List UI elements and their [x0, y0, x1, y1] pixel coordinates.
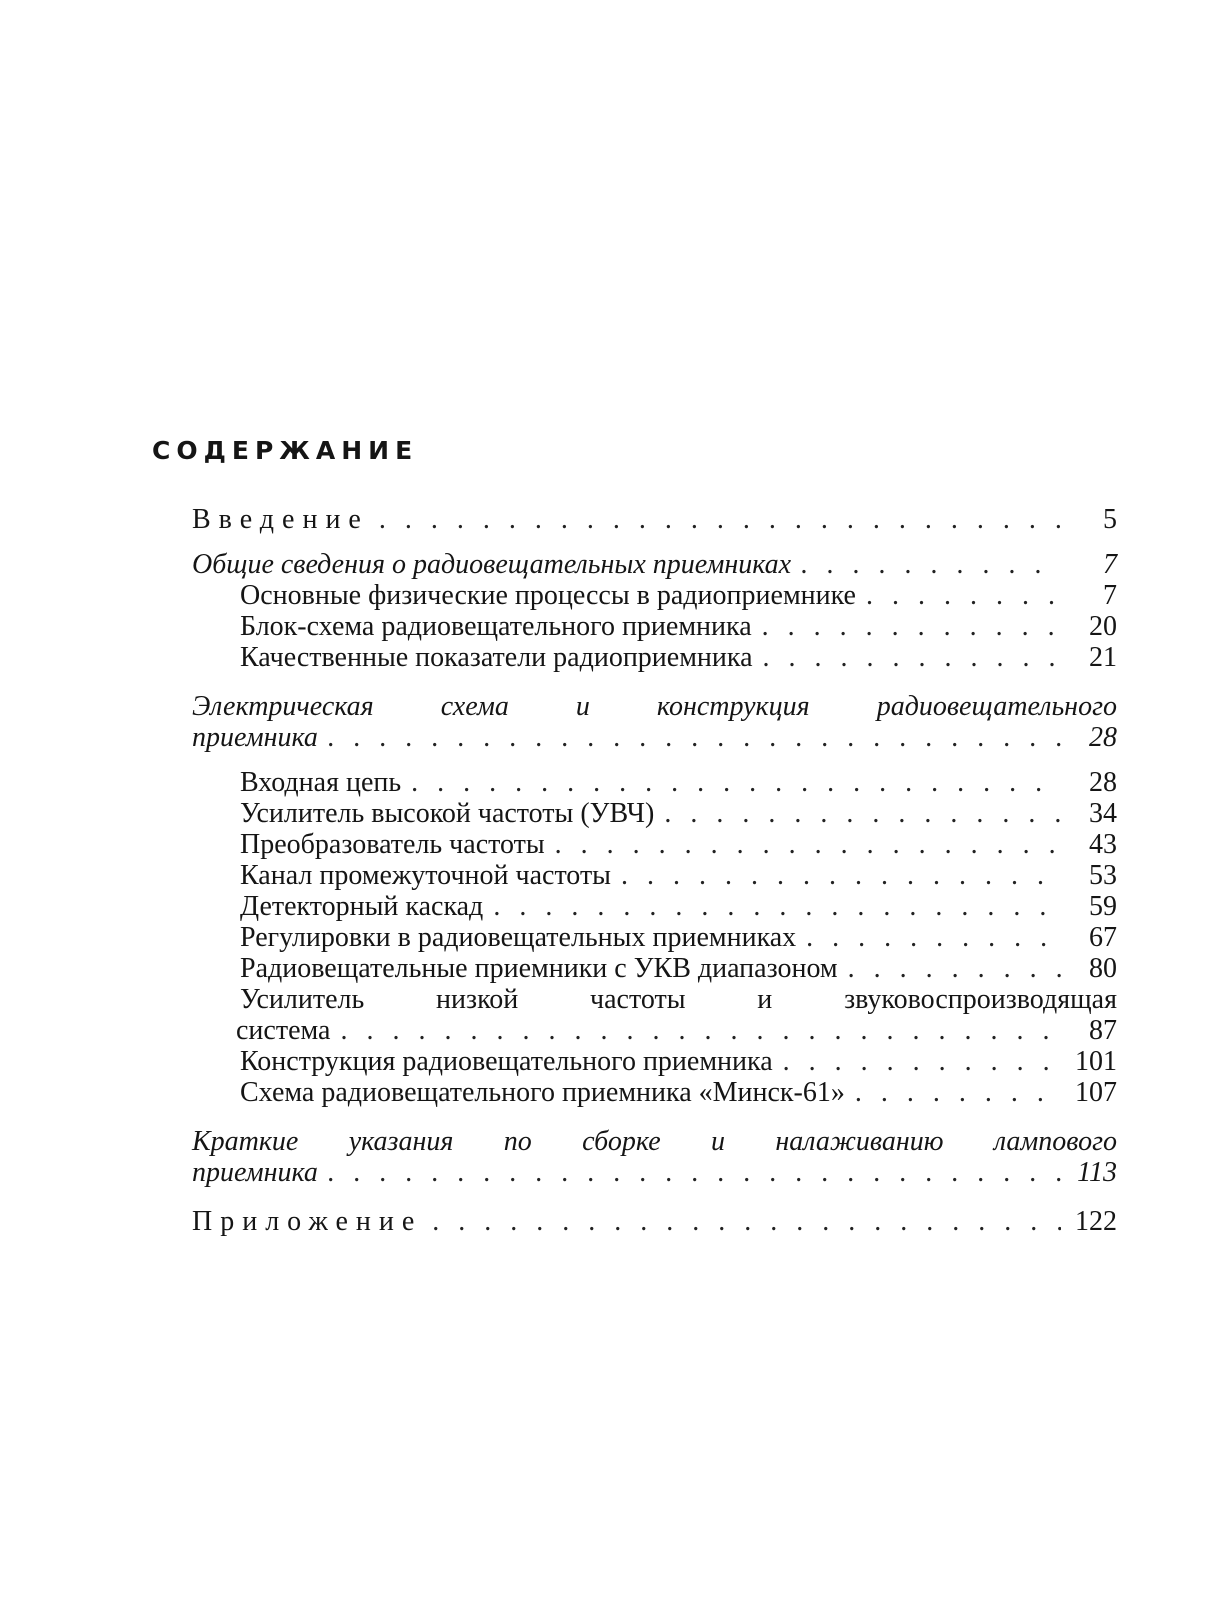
toc-entry-title-line: Усилитель низкой частоты и звуковоспроизводящая [240, 984, 1117, 1015]
dot-leader [806, 922, 1061, 953]
toc-page-number: 5 [1103, 504, 1117, 535]
toc-entry-appendix [192, 1206, 1117, 1237]
toc-page-number: 53 [1089, 860, 1117, 891]
dot-leader [340, 1015, 1061, 1046]
table-of-contents [192, 504, 1117, 1237]
toc-entry [192, 580, 1117, 611]
toc-entry-title: Блок-схема радиовещательного приемника [240, 611, 752, 642]
toc-page-number: 80 [1089, 953, 1117, 984]
dot-leader [848, 953, 1061, 984]
dot-leader [664, 798, 1061, 829]
toc-section-assembly [192, 1157, 1117, 1188]
toc-entry-title: система [236, 1015, 331, 1046]
toc-entry [192, 1046, 1117, 1077]
toc-section-title: приемника [192, 722, 318, 753]
toc-entry-title: Канал промежуточной частоты [240, 860, 611, 891]
dot-leader [493, 891, 1061, 922]
toc-entry-title: Конструкция радиовещательного приемника [240, 1046, 773, 1077]
dot-leader [328, 1157, 1061, 1188]
dot-leader [379, 504, 1061, 535]
toc-entry [192, 860, 1117, 891]
toc-page-number: 28 [1089, 767, 1117, 798]
toc-entry [192, 642, 1117, 673]
toc-entry [192, 611, 1117, 642]
toc-page-number: 21 [1089, 642, 1117, 673]
toc-page-number: 7 [1103, 580, 1117, 611]
toc-page-number: 101 [1075, 1046, 1117, 1077]
toc-page-number: 122 [1075, 1206, 1117, 1237]
toc-entry-title: Преобразователь частоты [240, 829, 545, 860]
toc-page-number: 28 [1089, 722, 1117, 753]
toc-entry [192, 1077, 1117, 1108]
toc-page-number: 20 [1089, 611, 1117, 642]
toc-section-general-info [192, 549, 1117, 580]
dot-leader [763, 642, 1061, 673]
toc-entry-title: Введение [192, 504, 369, 535]
toc-page-number: 67 [1089, 922, 1117, 953]
dot-leader [411, 767, 1061, 798]
toc-entry-title: Детекторный каскад [240, 891, 484, 922]
toc-entry-title: Качественные показатели радиоприемника [240, 642, 753, 673]
toc-section-electrical-scheme [192, 722, 1117, 753]
toc-entry [192, 922, 1117, 953]
dot-leader [432, 1206, 1061, 1237]
toc-entry-title: Основные физические процессы в радиоприемнике [240, 580, 856, 611]
toc-entry-title: Приложение [192, 1206, 423, 1237]
dot-leader [762, 611, 1061, 642]
page-title: СОДЕРЖАНИЕ [152, 436, 419, 465]
toc-entry-title: Схема радиовещательного приемника «Минск-61» [240, 1077, 845, 1108]
toc-entry [192, 829, 1117, 860]
dot-leader [328, 722, 1061, 753]
toc-section-title: Общие сведения о радиовещательных приемниках [192, 549, 792, 580]
toc-page-number: 34 [1089, 798, 1117, 829]
dot-leader [621, 860, 1061, 891]
toc-entry [192, 1015, 1117, 1046]
toc-entry-intro [192, 504, 1117, 535]
toc-entry-title: Радиовещательные приемники с УКВ диапазоном [240, 953, 838, 984]
toc-entry [192, 798, 1117, 829]
dot-leader [855, 1077, 1061, 1108]
toc-page-number: 87 [1089, 1015, 1117, 1046]
toc-page-number: 107 [1075, 1077, 1117, 1108]
toc-entry [192, 953, 1117, 984]
dot-leader [866, 580, 1061, 611]
toc-section-title-line: Краткие указания по сборке и налаживанию лампового [192, 1126, 1117, 1157]
toc-section-title: приемника [192, 1157, 318, 1188]
dot-leader [783, 1046, 1061, 1077]
toc-entry-title: Усилитель высокой частоты (УВЧ) [240, 798, 655, 829]
dot-leader [801, 549, 1061, 580]
toc-section-title-line: Электрическая схема и конструкция радиовещательного [192, 691, 1117, 722]
toc-entry-title: Регулировки в радиовещательных приемниках [240, 922, 797, 953]
toc-page-number: 7 [1103, 549, 1117, 580]
toc-entry [192, 891, 1117, 922]
toc-entry [192, 767, 1117, 798]
dot-leader [555, 829, 1061, 860]
toc-page-number: 59 [1089, 891, 1117, 922]
toc-entry-title: Входная цепь [240, 767, 402, 798]
toc-page-number: 113 [1077, 1157, 1117, 1188]
toc-page-number: 43 [1089, 829, 1117, 860]
